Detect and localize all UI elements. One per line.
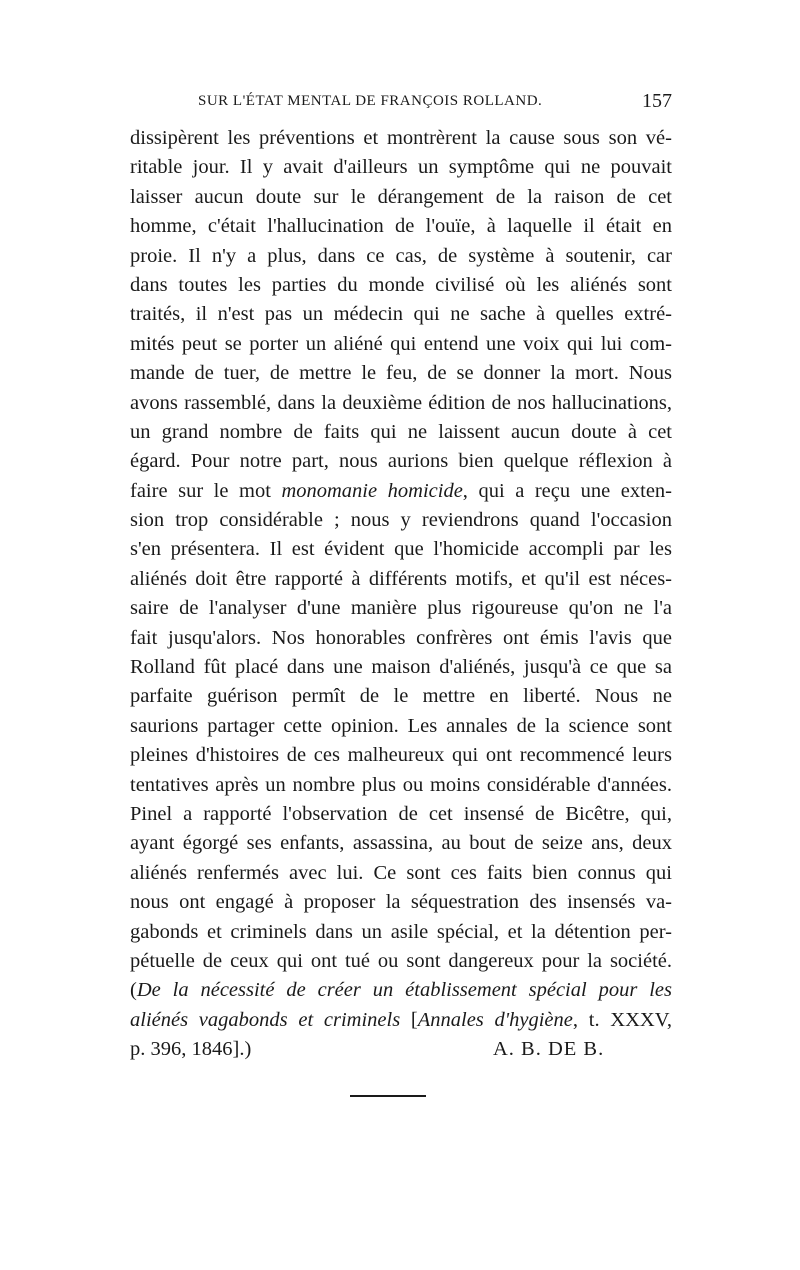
text-line: s'en présentera. Il est évident que l'homicide accompli par les xyxy=(130,538,672,561)
page-number: 157 xyxy=(642,90,672,112)
running-head: SUR L'ÉTAT MENTAL DE FRANÇOIS ROLLAND. xyxy=(198,93,543,109)
reference-paren: ( xyxy=(130,979,137,1002)
reference-line xyxy=(130,1006,672,1035)
text-line: gabonds et criminels dans un asile spécial, et la détention per- xyxy=(130,920,672,943)
journal-volume: , t. XXXV, xyxy=(572,1008,672,1031)
journal-title: Annales d'hygiène xyxy=(417,1008,573,1031)
text-line: pétuelle de ceux qui ont tué ou sont dangereux pour la société. xyxy=(130,949,672,972)
reference-title: aliénés vagabonds et criminels xyxy=(130,1008,401,1031)
text-line: avons rassemblé, dans la deuxième édition de nos hallucinations, xyxy=(130,391,672,414)
page-header xyxy=(130,90,672,120)
text-line: mités peut se porter un aliéné qui entend une voix qui lui com- xyxy=(130,332,672,355)
text-line: nous ont engagé à proposer la séquestration des insensés va- xyxy=(130,891,672,914)
reference-bracket: [ xyxy=(400,1008,418,1031)
text-line: laisser aucun doute sur le dérangement de la raison de cet xyxy=(130,185,672,208)
section-rule xyxy=(350,1095,426,1097)
italic-term: monomanie homicide xyxy=(281,479,463,502)
journal-pages: p. 396, 1846].) xyxy=(130,1038,252,1061)
text-line: saurions partager cette opinion. Les annales de la science sont xyxy=(130,714,672,737)
text-line: traités, il n'est pas un médecin qui ne sache à quelles extré- xyxy=(130,303,672,326)
reference-line xyxy=(130,976,672,1005)
text-line: ayant égorgé ses enfants, assassina, au bout de seize ans, deux xyxy=(130,832,672,855)
text-line: homme, c'était l'hallucination de l'ouïe, à laquelle il était en xyxy=(130,215,672,238)
text-line: mande de tuer, de mettre le feu, de se donner la mort. Nous xyxy=(130,362,672,385)
text-line: dans toutes les parties du monde civilisé où les aliénés sont xyxy=(130,273,672,296)
author-signature: A. B. DE B. xyxy=(493,1038,605,1061)
text-line: tentatives après un nombre plus ou moins considérable d'années. xyxy=(130,773,672,796)
text-fragment: , qui a reçu une exten- xyxy=(462,479,673,502)
reference-title: De la nécessité de créer un établissement spécial pour les xyxy=(136,979,672,1002)
text-line: un grand nombre de faits qui ne laissent aucun doute à cet xyxy=(130,420,672,443)
text-line: Rolland fût placé dans une maison d'aliénés, jusqu'à ce que sa xyxy=(130,656,672,679)
text-line: aliénés doit être rapporté à différents motifs, et qu'il est néces- xyxy=(130,567,672,590)
text-line: aliénés renfermés avec lui. Ce sont ces faits bien connus qui xyxy=(130,861,672,884)
text-fragment: faire sur le mot xyxy=(130,479,282,502)
text-line: proie. Il n'y a plus, dans ce cas, de système à soutenir, car xyxy=(130,244,672,267)
text-line: dissipèrent les préventions et montrèrent la cause sous son vé- xyxy=(130,127,672,149)
text-line: égard. Pour notre part, nous aurions bien quelque réflexion à xyxy=(130,450,672,473)
text-line: Pinel a rapporté l'observation de cet insensé de Bicêtre, qui, xyxy=(130,802,672,825)
text-line: ritable jour. Il y avait d'ailleurs un symptôme qui ne pouvait xyxy=(130,156,672,179)
text-line: parfaite guérison permît de le mettre en liberté. Nous ne xyxy=(130,685,672,708)
reference-line xyxy=(130,1035,672,1064)
text-line: sion trop considérable ; nous y reviendrons quand l'occasion xyxy=(130,509,672,532)
text-line: saire de l'analyser d'une manière plus rigoureuse qu'on ne l'a xyxy=(130,597,672,620)
text-line-with-italic xyxy=(130,477,672,506)
text-line: pleines d'histoires de ces malheureux qui ont recommencé leurs xyxy=(130,744,672,767)
text-line: fait jusqu'alors. Nos honorables confrères ont émis l'avis que xyxy=(130,626,672,649)
body-text xyxy=(130,124,672,1065)
